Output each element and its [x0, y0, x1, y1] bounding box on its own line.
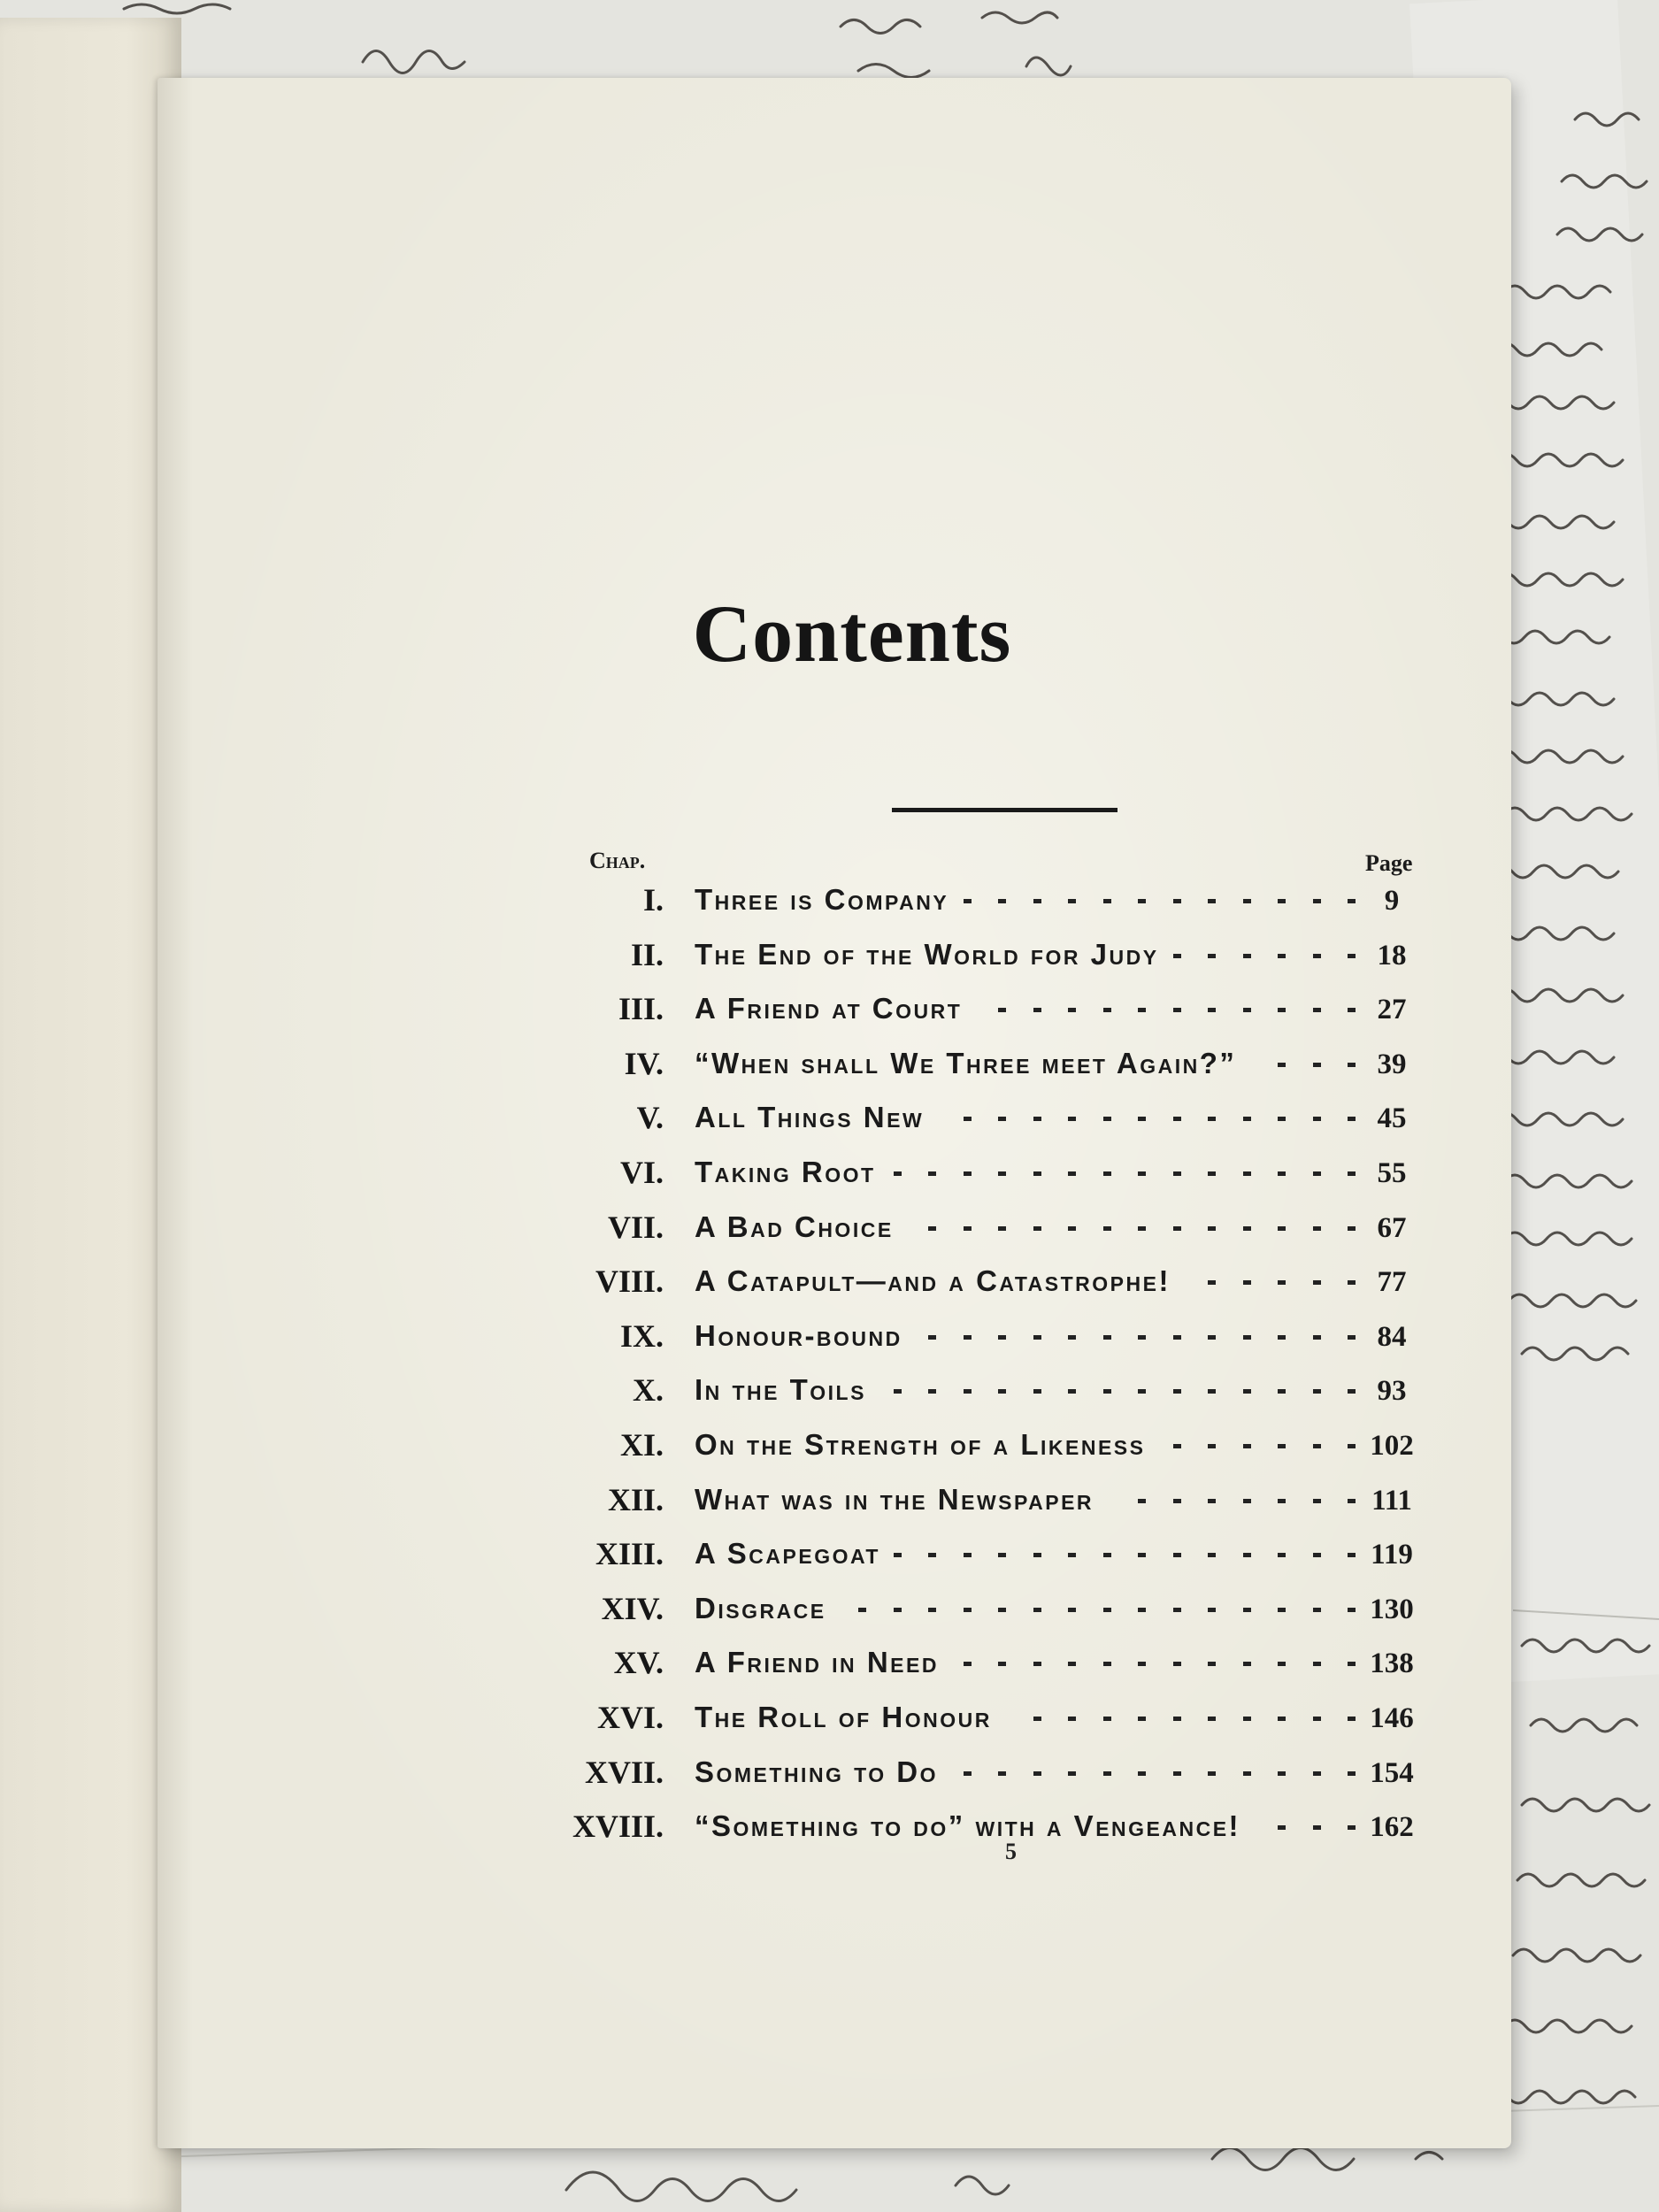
leader-dot	[1243, 1553, 1251, 1557]
leader-dot	[1278, 954, 1286, 958]
leader-dot	[998, 1608, 1006, 1612]
leader-dot	[1243, 1771, 1251, 1776]
chapter-page-number: 154	[1370, 1756, 1414, 1789]
chapter-title: All Things New	[695, 1101, 925, 1134]
leader-dots	[157, 1154, 1485, 1189]
leader-dot	[1313, 1499, 1321, 1503]
chapter-page-number: 84	[1377, 1320, 1407, 1353]
leader-dot	[1313, 1717, 1321, 1721]
leader-dots	[157, 1209, 1485, 1244]
leader-dot	[1138, 1008, 1146, 1012]
leader-dot	[964, 1389, 972, 1394]
toc-entry	[157, 1644, 1485, 1688]
leader-dot	[1138, 1117, 1146, 1121]
leader-dots	[157, 1481, 1485, 1517]
page-title: Contents	[692, 588, 1012, 679]
leader-dot	[1173, 954, 1181, 958]
leader-dot	[1033, 1335, 1041, 1340]
leader-dot	[928, 1553, 936, 1557]
leader-dot	[1313, 1117, 1321, 1121]
leader-dot	[1208, 1226, 1216, 1231]
leader-dot	[1173, 1117, 1181, 1121]
leader-dot	[1313, 1280, 1321, 1285]
leader-dot	[1103, 1389, 1111, 1394]
leader-dot	[1243, 1171, 1251, 1176]
leader-dot	[1208, 1280, 1216, 1285]
leader-dot	[1033, 1171, 1041, 1176]
toc-entry	[157, 1535, 1485, 1579]
page-column-header: Page	[1365, 850, 1413, 876]
page-number: 5	[1005, 1839, 1017, 1864]
leader-dot	[1033, 1008, 1041, 1012]
leader-dot	[1138, 1226, 1146, 1231]
leader-dot	[1208, 1717, 1216, 1721]
chapter-number: XIV.	[601, 1590, 664, 1626]
leader-dot	[964, 1226, 972, 1231]
leader-dot	[1068, 899, 1076, 903]
leader-dot	[964, 1608, 972, 1612]
leader-dot	[1103, 1553, 1111, 1557]
leader-dot	[1138, 899, 1146, 903]
leader-dot	[1243, 1608, 1251, 1612]
chapter-number: VII.	[607, 1209, 664, 1245]
chapter-number: IX.	[619, 1317, 664, 1354]
leader-dot	[1138, 1171, 1146, 1176]
chapter-number: IV.	[624, 1045, 664, 1081]
leader-dots	[157, 1426, 1485, 1462]
leader-dot	[1313, 1825, 1321, 1830]
leader-dot	[1278, 1662, 1286, 1666]
chapter-number: XVII.	[584, 1754, 664, 1790]
leader-dot	[1208, 1444, 1216, 1448]
leader-dot	[964, 1662, 972, 1666]
leader-dot	[1173, 1008, 1181, 1012]
chapter-title: “Something to do” with a Vengeance!	[695, 1809, 1241, 1843]
leader-dot	[1313, 1063, 1321, 1067]
leader-dot	[1208, 1008, 1216, 1012]
leader-dot	[928, 1335, 936, 1340]
leader-dot	[928, 1389, 936, 1394]
toc-entry	[157, 1481, 1485, 1525]
leader-dot	[1313, 1662, 1321, 1666]
leader-dot	[1313, 1771, 1321, 1776]
leader-dot	[894, 1608, 902, 1612]
leader-dot	[1278, 1608, 1286, 1612]
chapter-page-number: 146	[1370, 1702, 1414, 1734]
chapter-title: A Scapegoat	[695, 1537, 880, 1571]
leader-dot	[1243, 1389, 1251, 1394]
leader-dot	[1313, 1008, 1321, 1012]
leader-dot	[1278, 1444, 1286, 1448]
leader-dot	[1208, 1499, 1216, 1503]
leader-dot	[998, 1553, 1006, 1557]
leader-dot	[1243, 1117, 1251, 1121]
toc-entry	[157, 1263, 1485, 1307]
chapter-page-number: 130	[1370, 1593, 1414, 1625]
leader-dot	[1278, 1553, 1286, 1557]
leader-dot	[858, 1608, 866, 1612]
leader-dot	[1278, 1171, 1286, 1176]
leader-dot	[1138, 1662, 1146, 1666]
leader-dot	[1243, 1335, 1251, 1340]
leader-dot	[1348, 1825, 1356, 1830]
leader-dot	[1173, 1499, 1181, 1503]
leader-dot	[1348, 1171, 1356, 1176]
chapter-title: A Catapult—and a Catastrophe!	[695, 1264, 1171, 1298]
toc-entry	[157, 1808, 1485, 1852]
toc-entry	[157, 1209, 1485, 1253]
toc-entry	[157, 1371, 1485, 1416]
leader-dot	[1173, 1226, 1181, 1231]
leader-dot	[1068, 1335, 1076, 1340]
leader-dot	[1208, 899, 1216, 903]
leader-dot	[1243, 1226, 1251, 1231]
leader-dot	[1313, 1389, 1321, 1394]
leader-dot	[1173, 1608, 1181, 1612]
chapter-title: In the Toils	[695, 1373, 866, 1407]
leader-dot	[1033, 1771, 1041, 1776]
leader-dot	[1348, 954, 1356, 958]
chapter-page-number: 67	[1377, 1211, 1407, 1244]
leader-dot	[1173, 1335, 1181, 1340]
leader-dot	[1348, 1063, 1356, 1067]
toc-entry	[157, 881, 1485, 926]
leader-dot	[1033, 899, 1041, 903]
leader-dots	[157, 881, 1485, 917]
chapter-title: A Bad Choice	[695, 1210, 894, 1243]
leader-dot	[1103, 1717, 1111, 1721]
leader-dot	[1313, 1608, 1321, 1612]
chapter-page-number: 138	[1370, 1647, 1414, 1680]
toc-entry	[157, 1699, 1485, 1743]
leader-dot	[964, 1771, 972, 1776]
leader-dot	[1208, 1335, 1216, 1340]
leader-dots	[157, 1317, 1485, 1353]
leader-dots	[157, 1535, 1485, 1571]
leader-dot	[1033, 1389, 1041, 1394]
chapter-number: III.	[618, 991, 664, 1027]
leader-dot	[1103, 1771, 1111, 1776]
toc-entry	[157, 1317, 1485, 1362]
leader-dot	[1313, 954, 1321, 958]
leader-dot	[1278, 1008, 1286, 1012]
chapter-title: A Friend at Court	[695, 992, 963, 1025]
leader-dots	[157, 1699, 1485, 1734]
chapter-title: On the Strength of a Likeness	[695, 1428, 1146, 1461]
chapter-number: XIII.	[595, 1536, 664, 1572]
leader-dot	[1208, 1553, 1216, 1557]
leader-dot	[1348, 1335, 1356, 1340]
leader-dots	[157, 1808, 1485, 1843]
chapter-title: Something to Do	[695, 1755, 939, 1788]
leader-dot	[1278, 1063, 1286, 1067]
leader-dot	[1208, 954, 1216, 958]
leader-dot	[1348, 1008, 1356, 1012]
leader-dot	[894, 1553, 902, 1557]
leader-dot	[1278, 899, 1286, 903]
leader-dot	[1313, 899, 1321, 903]
leader-dot	[1278, 1825, 1286, 1830]
chapter-title: Disgrace	[695, 1591, 826, 1624]
leader-dot	[1348, 1226, 1356, 1231]
leader-dots	[157, 1099, 1485, 1134]
leader-dot	[1278, 1335, 1286, 1340]
leader-dot	[1313, 1226, 1321, 1231]
leader-dot	[1243, 1499, 1251, 1503]
leader-dot	[1103, 899, 1111, 903]
chapter-page-number: 55	[1377, 1157, 1407, 1189]
leader-dot	[1138, 1771, 1146, 1776]
toc-entry	[157, 1099, 1485, 1143]
leader-dot	[1103, 1226, 1111, 1231]
leader-dot	[1208, 1389, 1216, 1394]
toc-entry	[157, 1045, 1485, 1089]
leader-dot	[1138, 1335, 1146, 1340]
chapter-number: V.	[636, 1100, 664, 1136]
leader-dot	[1243, 1662, 1251, 1666]
leader-dot	[1208, 1771, 1216, 1776]
toc-entry	[157, 1754, 1485, 1798]
leader-dot	[1278, 1771, 1286, 1776]
chapter-number: I.	[642, 882, 664, 918]
leader-dot	[1138, 1717, 1146, 1721]
chapter-title: The End of the World for Judy	[695, 937, 1159, 971]
leader-dot	[1348, 1389, 1356, 1394]
leader-dot	[1243, 1280, 1251, 1285]
leader-dot	[894, 1389, 902, 1394]
chapter-title: What was in the Newspaper	[695, 1482, 1094, 1516]
chapter-number: XVI.	[596, 1700, 664, 1735]
leader-dot	[1068, 1008, 1076, 1012]
leader-dot	[1313, 1444, 1321, 1448]
leader-dot	[1068, 1771, 1076, 1776]
leader-dot	[1138, 1608, 1146, 1612]
leader-dot	[964, 1117, 972, 1121]
toc-entry	[157, 1590, 1485, 1634]
toc-entry	[157, 990, 1485, 1034]
leader-dot	[1278, 1280, 1286, 1285]
leader-dots	[157, 936, 1485, 972]
chapter-page-number: 119	[1371, 1539, 1413, 1571]
leader-dot	[998, 1008, 1006, 1012]
toc-entry	[157, 936, 1485, 980]
leader-dot	[998, 1226, 1006, 1231]
leader-dot	[1348, 1608, 1356, 1612]
leader-dot	[1313, 1171, 1321, 1176]
chapter-page-number: 102	[1370, 1430, 1414, 1462]
leader-dot	[998, 1171, 1006, 1176]
leader-dot	[1103, 1117, 1111, 1121]
leader-dot	[1348, 1717, 1356, 1721]
leader-dot	[1068, 1717, 1076, 1721]
leader-dot	[1348, 1771, 1356, 1776]
leader-dot	[1173, 1444, 1181, 1448]
leader-dot	[964, 899, 972, 903]
leader-dot	[1068, 1171, 1076, 1176]
leader-dot	[1348, 1444, 1356, 1448]
leader-dots	[157, 1263, 1485, 1298]
chapter-page-number: 18	[1377, 939, 1407, 972]
leader-dot	[998, 1662, 1006, 1666]
leader-dot	[1138, 1389, 1146, 1394]
chapter-page-number: 93	[1377, 1375, 1407, 1408]
leader-dot	[928, 1608, 936, 1612]
chapter-number: VIII.	[595, 1263, 664, 1300]
leader-dot	[1033, 1608, 1041, 1612]
leader-dot	[1208, 1662, 1216, 1666]
chapter-page-number: 45	[1377, 1102, 1407, 1135]
toc-entry	[157, 1426, 1485, 1471]
leader-dot	[1033, 1117, 1041, 1121]
leader-dot	[1243, 1717, 1251, 1721]
leader-dot	[964, 1335, 972, 1340]
leader-dot	[1068, 1608, 1076, 1612]
leader-dot	[1068, 1117, 1076, 1121]
leader-dots	[157, 990, 1485, 1025]
chapter-title: A Friend in Need	[695, 1646, 939, 1679]
left-page-spread	[0, 18, 181, 2212]
leader-dot	[1278, 1389, 1286, 1394]
leader-dot	[1103, 1171, 1111, 1176]
leader-dot	[1033, 1717, 1041, 1721]
leader-dot	[1243, 954, 1251, 958]
leader-dot	[998, 1335, 1006, 1340]
chapter-page-number: 77	[1377, 1266, 1407, 1299]
leader-dot	[1208, 1117, 1216, 1121]
chapter-page-number: 9	[1384, 885, 1400, 917]
chapter-title: Three is Company	[695, 883, 949, 916]
leader-dot	[1103, 1608, 1111, 1612]
leader-dot	[1348, 1499, 1356, 1503]
leader-dot	[1348, 899, 1356, 903]
chapter-number: XII.	[607, 1481, 664, 1517]
leader-dot	[1313, 1335, 1321, 1340]
chapter-number: XV.	[613, 1645, 664, 1681]
leader-dot	[1348, 1117, 1356, 1121]
leader-dots	[157, 1644, 1485, 1679]
leader-dot	[1208, 1608, 1216, 1612]
leader-dot	[1208, 1171, 1216, 1176]
leader-dot	[1138, 1553, 1146, 1557]
leader-dot	[928, 1171, 936, 1176]
leader-dot	[1068, 1389, 1076, 1394]
leader-dot	[1103, 1008, 1111, 1012]
leader-dot	[1068, 1553, 1076, 1557]
chapter-title: The Roll of Honour	[695, 1701, 992, 1733]
chapter-number: XI.	[619, 1427, 664, 1463]
leader-dot	[1033, 1662, 1041, 1666]
leader-dots	[157, 1754, 1485, 1789]
leader-dot	[998, 899, 1006, 903]
leader-dot	[1173, 1389, 1181, 1394]
leader-dot	[1033, 1553, 1041, 1557]
toc-entry	[157, 1154, 1485, 1198]
leader-dot	[894, 1171, 902, 1176]
leader-dot	[964, 1171, 972, 1176]
leader-dot	[1103, 1335, 1111, 1340]
leader-dot	[1243, 899, 1251, 903]
leader-dot	[998, 1117, 1006, 1121]
leader-dot	[1138, 1499, 1146, 1503]
leader-dot	[1278, 1717, 1286, 1721]
chapter-number: VI.	[619, 1155, 664, 1190]
chapter-title: “When shall We Three meet Again?”	[695, 1046, 1237, 1079]
leader-dot	[1243, 1008, 1251, 1012]
leader-dots	[157, 1590, 1485, 1625]
chapter-page-number: 162	[1370, 1811, 1414, 1844]
leader-dot	[1348, 1553, 1356, 1557]
leader-dot	[998, 1389, 1006, 1394]
chapter-page-number: 111	[1371, 1484, 1412, 1517]
chapter-number: XVIII.	[572, 1809, 664, 1845]
leader-dot	[1173, 1717, 1181, 1721]
chapter-title: Honour-bound	[695, 1318, 902, 1352]
leader-dot	[1173, 899, 1181, 903]
chapter-number: X.	[633, 1372, 664, 1409]
leader-dot	[964, 1553, 972, 1557]
leader-dot	[1313, 1553, 1321, 1557]
leader-dots	[157, 1371, 1485, 1407]
title-rule	[892, 808, 1118, 812]
leader-dot	[1278, 1226, 1286, 1231]
leader-dot	[1068, 1226, 1076, 1231]
leader-dot	[1173, 1171, 1181, 1176]
leader-dot	[1033, 1226, 1041, 1231]
leader-dot	[1278, 1117, 1286, 1121]
chapter-title: Taking Root	[695, 1156, 876, 1188]
leader-dot	[928, 1226, 936, 1231]
leader-dot	[1243, 1444, 1251, 1448]
leader-dot	[1068, 1662, 1076, 1666]
leader-dot	[1173, 1553, 1181, 1557]
chapter-number: II.	[630, 936, 664, 972]
chapter-page-number: 27	[1377, 994, 1407, 1026]
chapter-column-header: Chap.	[589, 848, 646, 873]
leader-dot	[1278, 1499, 1286, 1503]
leader-dot	[998, 1771, 1006, 1776]
leader-dot	[1348, 1280, 1356, 1285]
book-page	[157, 78, 1511, 2148]
leader-dot	[1348, 1662, 1356, 1666]
chapter-page-number: 39	[1377, 1048, 1407, 1080]
leader-dot	[1173, 1662, 1181, 1666]
leader-dot	[1173, 1771, 1181, 1776]
leader-dots	[157, 1045, 1485, 1080]
leader-dot	[1103, 1662, 1111, 1666]
